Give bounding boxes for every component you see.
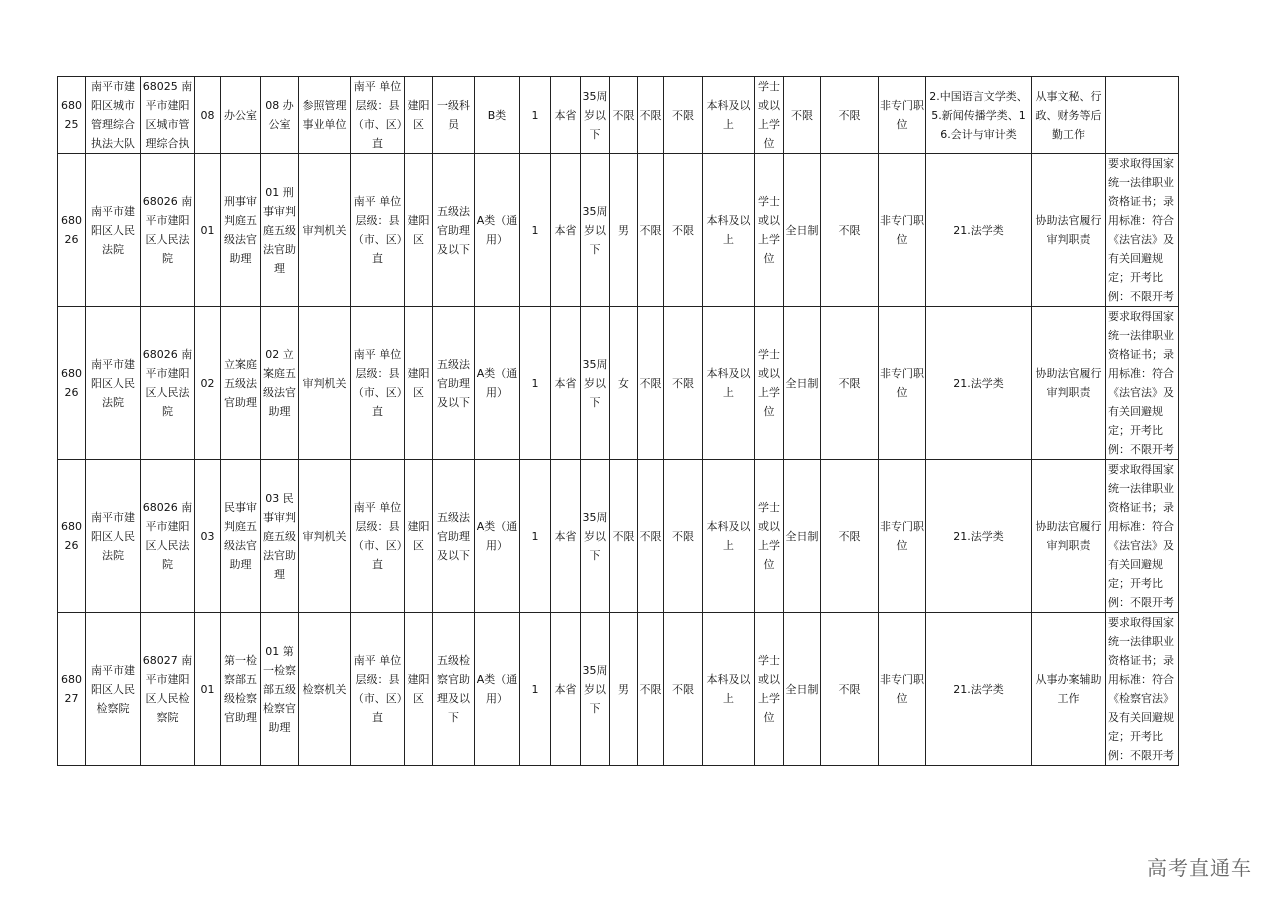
cell-ethnicity: 不限 bbox=[638, 77, 664, 154]
cell-ethnicity: 不限 bbox=[638, 613, 664, 766]
cell-other-requirements: 要求取得国家统一法律职业资格证书；录用标准：符合《法官法》及有关回避规定；开考比例：不限开考 bbox=[1106, 307, 1179, 460]
cell-household-scope: 本省 bbox=[551, 307, 581, 460]
cell-work-experience: 不限 bbox=[821, 77, 879, 154]
cell-position-number-name: 02 立案庭五级法官助理 bbox=[261, 307, 299, 460]
cell-employer-name: 南平市建阳区人民法院 bbox=[86, 307, 141, 460]
cell-degree: 学士或以上学位 bbox=[755, 154, 784, 307]
cell-position-code: 68026 bbox=[58, 460, 86, 613]
cell-hiring-count: 1 bbox=[520, 154, 551, 307]
cell-major-requirement: 21.法学类 bbox=[926, 307, 1032, 460]
cell-position-type: 非专门职位 bbox=[879, 460, 926, 613]
table-row bbox=[58, 613, 1179, 766]
cell-household-scope: 本省 bbox=[551, 460, 581, 613]
cell-position-number: 02 bbox=[195, 307, 221, 460]
cell-education: 本科及以上 bbox=[703, 77, 755, 154]
cell-education: 本科及以上 bbox=[703, 154, 755, 307]
cell-work-experience: 不限 bbox=[821, 613, 879, 766]
cell-position-name: 立案庭五级法官助理 bbox=[221, 307, 261, 460]
cell-unit-code-name: 68026 南平市建阳区人民法院 bbox=[141, 460, 195, 613]
cell-work-experience: 不限 bbox=[821, 307, 879, 460]
cell-job-title: 一级科员 bbox=[433, 77, 475, 154]
cell-position-code: 68025 bbox=[58, 77, 86, 154]
cell-region: 建阳区 bbox=[405, 154, 433, 307]
cell-exam-category: A类（通用） bbox=[475, 307, 520, 460]
cell-political-status: 不限 bbox=[664, 613, 703, 766]
cell-position-name: 办公室 bbox=[221, 77, 261, 154]
cell-education: 本科及以上 bbox=[703, 613, 755, 766]
cell-unit-nature: 审判机关 bbox=[299, 154, 351, 307]
cell-position-number: 01 bbox=[195, 154, 221, 307]
cell-unit-level: 南平 单位层级：县（市、区）直 bbox=[351, 613, 405, 766]
cell-exam-category: A类（通用） bbox=[475, 613, 520, 766]
cell-hiring-count: 1 bbox=[520, 77, 551, 154]
cell-exam-category: B类 bbox=[475, 77, 520, 154]
cell-education: 本科及以上 bbox=[703, 460, 755, 613]
cell-employer-name: 南平市建阳区人民检察院 bbox=[86, 613, 141, 766]
cell-age-limit: 35周岁以下 bbox=[581, 154, 610, 307]
cell-unit-level: 南平 单位层级：县（市、区）直 bbox=[351, 460, 405, 613]
cell-other-requirements bbox=[1106, 77, 1179, 154]
cell-household-scope: 本省 bbox=[551, 154, 581, 307]
cell-employer-name: 南平市建阳区人民法院 bbox=[86, 154, 141, 307]
table-row bbox=[58, 77, 1179, 154]
cell-degree: 学士或以上学位 bbox=[755, 77, 784, 154]
cell-job-title: 五级法官助理及以下 bbox=[433, 460, 475, 613]
cell-position-type: 非专门职位 bbox=[879, 77, 926, 154]
cell-position-code: 68026 bbox=[58, 307, 86, 460]
cell-gender: 男 bbox=[610, 154, 638, 307]
cell-job-duties: 从事办案辅助工作 bbox=[1032, 613, 1106, 766]
cell-other-requirements: 要求取得国家统一法律职业资格证书；录用标准：符合《法官法》及有关回避规定；开考比例：不限开考 bbox=[1106, 460, 1179, 613]
cell-job-duties: 协助法官履行审判职责 bbox=[1032, 460, 1106, 613]
watermark-text: 高考直通车 bbox=[1147, 856, 1252, 880]
cell-position-code: 68027 bbox=[58, 613, 86, 766]
cell-unit-nature: 审判机关 bbox=[299, 307, 351, 460]
cell-age-limit: 35周岁以下 bbox=[581, 77, 610, 154]
cell-household-scope: 本省 bbox=[551, 613, 581, 766]
cell-position-number: 01 bbox=[195, 613, 221, 766]
cell-household-scope: 本省 bbox=[551, 77, 581, 154]
cell-major-requirement: 21.法学类 bbox=[926, 154, 1032, 307]
cell-job-duties: 协助法官履行审判职责 bbox=[1032, 307, 1106, 460]
cell-unit-level: 南平 单位层级：县（市、区）直 bbox=[351, 154, 405, 307]
cell-job-title: 五级法官助理及以下 bbox=[433, 154, 475, 307]
cell-job-title: 五级法官助理及以下 bbox=[433, 307, 475, 460]
cell-position-number: 08 bbox=[195, 77, 221, 154]
cell-position-number-name: 01 第一检察部五级检察官助理 bbox=[261, 613, 299, 766]
cell-position-type: 非专门职位 bbox=[879, 613, 926, 766]
cell-education: 本科及以上 bbox=[703, 307, 755, 460]
cell-political-status: 不限 bbox=[664, 460, 703, 613]
cell-political-status: 不限 bbox=[664, 307, 703, 460]
cell-major-requirement: 21.法学类 bbox=[926, 613, 1032, 766]
cell-degree: 学士或以上学位 bbox=[755, 613, 784, 766]
cell-study-mode: 不限 bbox=[784, 77, 821, 154]
cell-study-mode: 全日制 bbox=[784, 613, 821, 766]
cell-job-title: 五级检察官助理及以下 bbox=[433, 613, 475, 766]
cell-unit-code-name: 68025 南平市建阳区城市管理综合执 bbox=[141, 77, 195, 154]
cell-unit-nature: 参照管理事业单位 bbox=[299, 77, 351, 154]
cell-region: 建阳区 bbox=[405, 307, 433, 460]
cell-gender: 不限 bbox=[610, 77, 638, 154]
cell-unit-level: 南平 单位层级：县（市、区）直 bbox=[351, 77, 405, 154]
cell-major-requirement: 2.中国语言文学类、5.新闻传播学类、16.会计与审计类 bbox=[926, 77, 1032, 154]
cell-study-mode: 全日制 bbox=[784, 307, 821, 460]
cell-unit-nature: 审判机关 bbox=[299, 460, 351, 613]
cell-ethnicity: 不限 bbox=[638, 307, 664, 460]
cell-work-experience: 不限 bbox=[821, 154, 879, 307]
cell-unit-level: 南平 单位层级：县（市、区）直 bbox=[351, 307, 405, 460]
cell-age-limit: 35周岁以下 bbox=[581, 613, 610, 766]
cell-gender: 女 bbox=[610, 307, 638, 460]
job-listing-table bbox=[57, 76, 1179, 766]
cell-position-code: 68026 bbox=[58, 154, 86, 307]
cell-other-requirements: 要求取得国家统一法律职业资格证书；录用标准：符合《法官法》及有关回避规定；开考比例：不限开考 bbox=[1106, 154, 1179, 307]
cell-job-duties: 协助法官履行审判职责 bbox=[1032, 154, 1106, 307]
cell-gender: 男 bbox=[610, 613, 638, 766]
cell-exam-category: A类（通用） bbox=[475, 460, 520, 613]
cell-work-experience: 不限 bbox=[821, 460, 879, 613]
cell-position-type: 非专门职位 bbox=[879, 154, 926, 307]
cell-position-name: 第一检察部五级检察官助理 bbox=[221, 613, 261, 766]
cell-position-number-name: 03 民事审判庭五级法官助理 bbox=[261, 460, 299, 613]
cell-employer-name: 南平市建阳区人民法院 bbox=[86, 460, 141, 613]
cell-position-name: 刑事审判庭五级法官助理 bbox=[221, 154, 261, 307]
cell-position-number-name: 08 办公室 bbox=[261, 77, 299, 154]
cell-position-name: 民事审判庭五级法官助理 bbox=[221, 460, 261, 613]
cell-unit-code-name: 68026 南平市建阳区人民法院 bbox=[141, 154, 195, 307]
table-row bbox=[58, 460, 1179, 613]
cell-degree: 学士或以上学位 bbox=[755, 460, 784, 613]
cell-political-status: 不限 bbox=[664, 154, 703, 307]
cell-political-status: 不限 bbox=[664, 77, 703, 154]
cell-major-requirement: 21.法学类 bbox=[926, 460, 1032, 613]
cell-job-duties: 从事文秘、行政、财务等后勤工作 bbox=[1032, 77, 1106, 154]
cell-gender: 不限 bbox=[610, 460, 638, 613]
cell-region: 建阳区 bbox=[405, 613, 433, 766]
cell-other-requirements: 要求取得国家统一法律职业资格证书；录用标准：符合《检察官法》及有关回避规定；开考比例：不限开考 bbox=[1106, 613, 1179, 766]
cell-degree: 学士或以上学位 bbox=[755, 307, 784, 460]
cell-region: 建阳区 bbox=[405, 460, 433, 613]
cell-hiring-count: 1 bbox=[520, 613, 551, 766]
cell-hiring-count: 1 bbox=[520, 460, 551, 613]
cell-position-number: 03 bbox=[195, 460, 221, 613]
cell-ethnicity: 不限 bbox=[638, 460, 664, 613]
cell-study-mode: 全日制 bbox=[784, 460, 821, 613]
cell-unit-code-name: 68026 南平市建阳区人民法院 bbox=[141, 307, 195, 460]
table-row bbox=[58, 307, 1179, 460]
table-row bbox=[58, 154, 1179, 307]
cell-ethnicity: 不限 bbox=[638, 154, 664, 307]
cell-unit-code-name: 68027 南平市建阳区人民检察院 bbox=[141, 613, 195, 766]
cell-unit-nature: 检察机关 bbox=[299, 613, 351, 766]
cell-age-limit: 35周岁以下 bbox=[581, 460, 610, 613]
cell-position-number-name: 01 刑事审判庭五级法官助理 bbox=[261, 154, 299, 307]
cell-hiring-count: 1 bbox=[520, 307, 551, 460]
cell-employer-name: 南平市建阳区城市管理综合执法大队 bbox=[86, 77, 141, 154]
cell-exam-category: A类（通用） bbox=[475, 154, 520, 307]
cell-position-type: 非专门职位 bbox=[879, 307, 926, 460]
cell-region: 建阳区 bbox=[405, 77, 433, 154]
cell-study-mode: 全日制 bbox=[784, 154, 821, 307]
cell-age-limit: 35周岁以下 bbox=[581, 307, 610, 460]
